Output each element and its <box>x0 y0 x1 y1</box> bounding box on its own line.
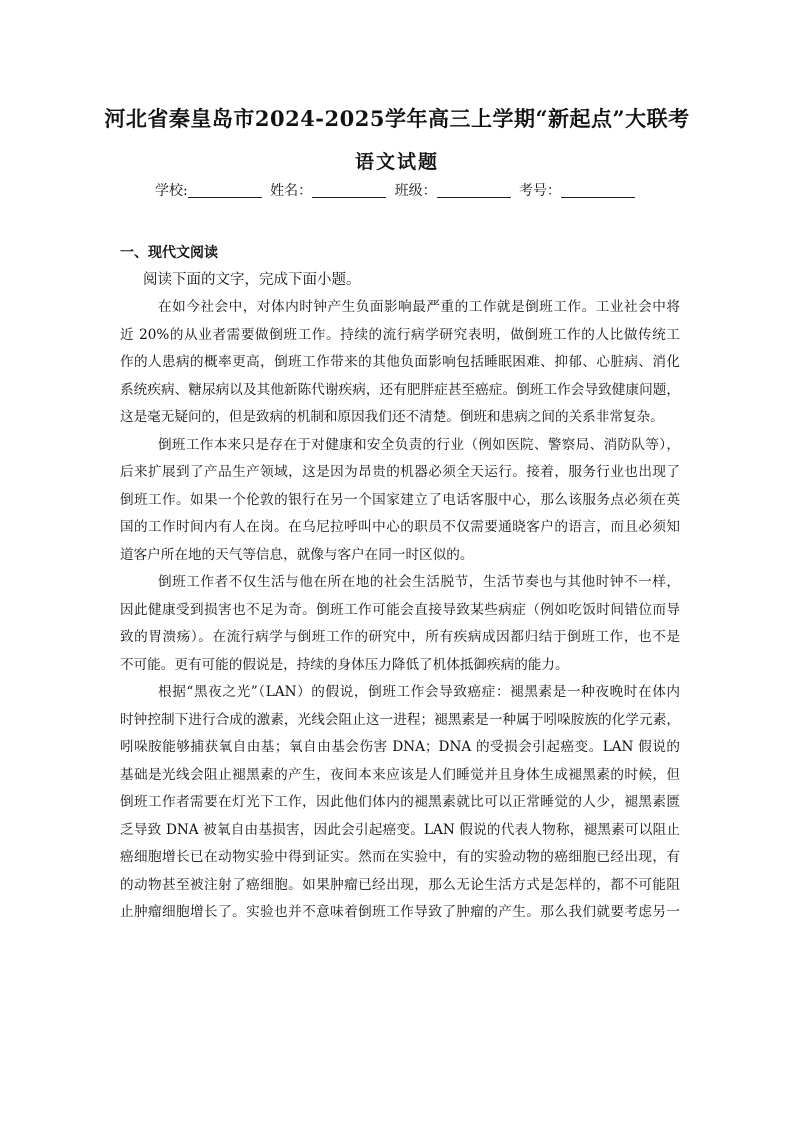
paragraph-line: 作的人患病的概率更高，倒班工作带来的其他负面影响包括睡眠困难、抑郁、心脏病、消化 <box>120 354 680 370</box>
paragraph-line: 系统疾病、糖尿病以及其他新陈代谢疾病，还有肥胖症甚至癌症。倒班工作会导致健康问题， <box>120 381 680 398</box>
paragraph-line: 这是毫无疑问的，但是致病的机制和原因我们还不清楚。倒班和患病之间的关系非常复杂。 <box>120 409 664 425</box>
paragraph-line: 道客户所在地的天气等信息，就像与客户在同一时区似的。 <box>120 546 474 563</box>
section-heading: 一、现代文阅读 <box>120 245 218 261</box>
paragraph-line: 癌细胞增长已在动物实验中得到证实。然而在实验中，有的实验动物的癌细胞已经出现，有 <box>120 849 680 865</box>
document-subtitle: 语文试题 <box>354 151 439 173</box>
paragraph-line: 倒班工作本来只是存在于对健康和安全负责的行业（例如医院、警察局、消防队等）， <box>158 436 680 453</box>
article-paragraph <box>120 432 680 570</box>
document-title: 河北省秦皇岛市2024-2025学年高三上学期“新起点”大联考 <box>104 106 690 131</box>
class-field[interactable] <box>437 183 511 198</box>
article-body <box>120 294 680 927</box>
paragraph-line: 倒班工作者不仅生活与他在所在地的社会生活脱节，生活节奏也与其他时钟不一样， <box>158 574 680 590</box>
paragraph-line: 止肿瘤细胞增长了。实验也并不意味着倒班工作导致了肿瘤的产生。那么我们就要考虑另一 <box>120 904 680 920</box>
paragraph-line: 后来扩展到了产品生产领域，这是因为昂贵的机器必须全天运行。接着，服务行业也出现了 <box>120 464 680 480</box>
article-paragraph <box>120 679 680 927</box>
paragraph-line: 近 20%的从业者需要做倒班工作。持续的流行病学研究表明，做倒班工作的人比做传统工 <box>120 326 680 343</box>
paragraph-line: 基础是光线会阻止褪黑素的产生，夜间本来应该是人们睡觉并且身体生成褪黑素的时候，但 <box>120 766 680 783</box>
name-label: 姓名： <box>270 183 313 199</box>
name-field[interactable] <box>312 183 386 198</box>
exam-number-label: 考号： <box>519 183 562 199</box>
paragraph-line: 因此健康受到损害也不足为奇。倒班工作可能会直接导致某些病症（例如吃饭时间错位而导 <box>120 601 680 618</box>
paragraph-line: 吲哚胺能够捕获氧自由基；氧自由基会伤害 DNA；DNA 的受损会引起癌变。LAN 假说的 <box>120 739 680 755</box>
paragraph-line: 倒班工作者需要在灯光下工作，因此他们体内的褪黑素就比可以正常睡觉的人少，褪黑素匮 <box>120 794 680 810</box>
paragraph-line: 倒班工作。如果一个伦敦的银行在另一个国家建立了电话客服中心，那么该服务点必须在英 <box>120 491 680 508</box>
paragraph-line: 根据“黑夜之光”（LAN）的假说，倒班工作会导致癌症：褪黑素是一种夜晚时在体内 <box>158 684 680 700</box>
paragraph-line: 国的工作时间内有人在岗。在乌尼拉呼叫中心的职员不仅需要通晓客户的语言，而且必须知 <box>120 519 680 535</box>
paragraph-line: 时钟控制下进行合成的激素，光线会阻止这一进程；褪黑素是一种属于吲哚胺族的化学元素， <box>120 711 680 728</box>
article-paragraph <box>120 294 680 432</box>
paragraph-line: 致的胃溃疡）。在流行病学与倒班工作的研究中，所有疾病成因都归结于倒班工作，也不是 <box>120 629 680 645</box>
exam-number-field[interactable] <box>561 183 635 198</box>
paragraph-line: 不可能。更有可能的假说是，持续的身体压力降低了机体抵御疾病的能力。 <box>120 656 569 673</box>
paragraph-line: 的动物甚至被注射了癌细胞。如果肿瘤已经出现，那么无论生活方式是怎样的，都不可能阻 <box>120 876 680 893</box>
paragraph-line: 乏导致 DNA 被氧自由基损害，因此会引起癌变。LAN 假说的代表人物称，褪黑素可以阻止 <box>120 821 680 838</box>
school-label: 学校: <box>154 183 188 199</box>
paragraph-line: 在如今社会中，对体内时钟产生负面影响最严重的工作就是倒班工作。工业社会中将 <box>158 299 680 315</box>
student-info-row <box>0 180 794 200</box>
article-paragraph <box>120 569 680 679</box>
reading-instruction: 阅读下面的文字，完成下面小题。 <box>143 272 361 288</box>
class-label: 班级： <box>394 183 437 199</box>
school-field[interactable] <box>188 183 262 198</box>
